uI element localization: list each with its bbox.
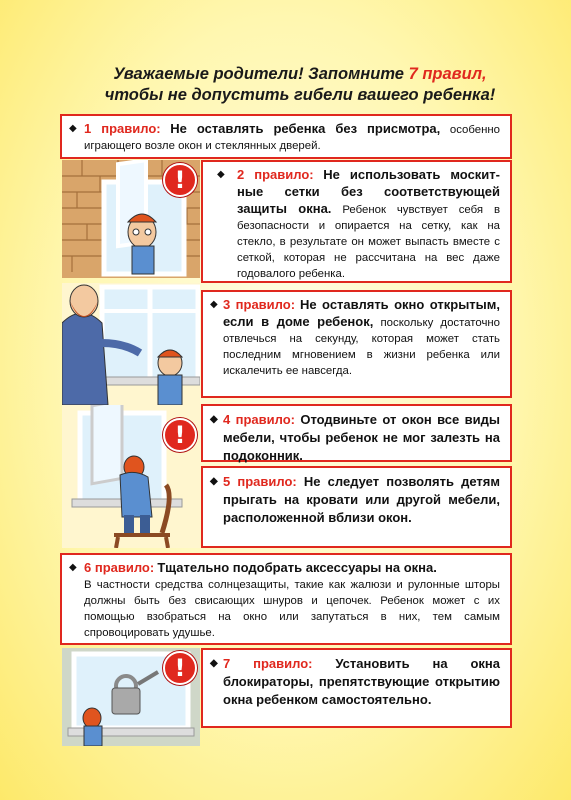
- rule-2-text: Ребенок чувствует себя в безопасности и опирается на сетку, как на стекло, в результате он может выпасть вместе с сеткой, которая не рассчитана на вес даже годовалого ребенка.: [237, 204, 500, 280]
- diamond-bullet-icon: ◆: [69, 562, 77, 573]
- rule-1: [60, 114, 512, 159]
- rule-4-number: 4 правило:: [223, 412, 295, 427]
- rule-3-text: поскольку достаточно отвлечься на секунду, которая может стать последним мгновением в жизни ребенка или искалечить ее навсегда.: [223, 317, 501, 377]
- title-line2: чтобы не допустить гибели вашего ребенка!: [104, 86, 496, 104]
- rule-3-number: 3 правило:: [223, 297, 296, 312]
- rule-1-number: 1 правило:: [84, 121, 161, 136]
- title-line1-red: 7 правил,: [408, 65, 487, 83]
- rule-7: [201, 648, 512, 728]
- rule-1-lead: Не оставлять ребенка без присмотра,: [170, 121, 441, 136]
- rule-7-number: 7 правило:: [223, 656, 313, 671]
- rule-1-text: особенно играющего возле окон и стеклянных дверей.: [84, 124, 500, 152]
- diamond-bullet-icon: ◆: [210, 414, 218, 425]
- diamond-bullet-icon: ◆: [210, 476, 218, 487]
- page-title: [60, 64, 540, 106]
- rule-5-lead: Не следует позволять детям прыгать на кровати или другой мебели, расположенной вблизи окон.: [223, 474, 500, 525]
- rule-2: [201, 160, 512, 283]
- rule-2-number: 2 правило:: [237, 167, 314, 182]
- rule-4-lead: Отодвиньте от окон все виды мебели, чтобы ребенок не мог залезть на подоконник.: [223, 412, 500, 463]
- rule-3: [201, 290, 512, 398]
- rule-4: [201, 404, 512, 462]
- illustration-open-window-parent: [62, 283, 200, 405]
- warning-icon-1: !: [163, 163, 197, 197]
- rule-7-lead: Установить на окна блокираторы, препятствующие открытию окна ребенком самостоятельно.: [223, 656, 500, 707]
- rule-6-lead: Тщательно подобрать аксессуары на окна.: [157, 560, 437, 575]
- rule-6-number: 6 правило:: [84, 560, 155, 575]
- rule-6-text: В частности средства солнцезащиты, такие как жалюзи и рулонные шторы должны быть без свисающих шнуров и цепочек. Ребенок может с их помощью взобраться на окно или запутаться в них, тем самым спровоцировать удушье.: [84, 579, 500, 639]
- diamond-bullet-icon: ◆: [69, 123, 77, 134]
- diamond-bullet-icon: ◆: [210, 299, 218, 310]
- warning-icon-2: !: [163, 418, 197, 452]
- rule-6: [60, 553, 512, 645]
- warning-icon-3: !: [163, 651, 197, 685]
- diamond-bullet-icon: ◆: [217, 169, 225, 180]
- rule-3-lead: Не оставлять окно открытым, если в доме ребенок,: [223, 297, 500, 329]
- rule-5-number: 5 правило:: [223, 474, 297, 489]
- title-line1-pre: Уважаемые родители! Запомните: [113, 65, 409, 83]
- rule-2-lead: Не использовать москит-ные сетки без соответствующей защиты окна.: [237, 167, 500, 216]
- diamond-bullet-icon: ◆: [210, 658, 218, 669]
- rule-5: [201, 466, 512, 548]
